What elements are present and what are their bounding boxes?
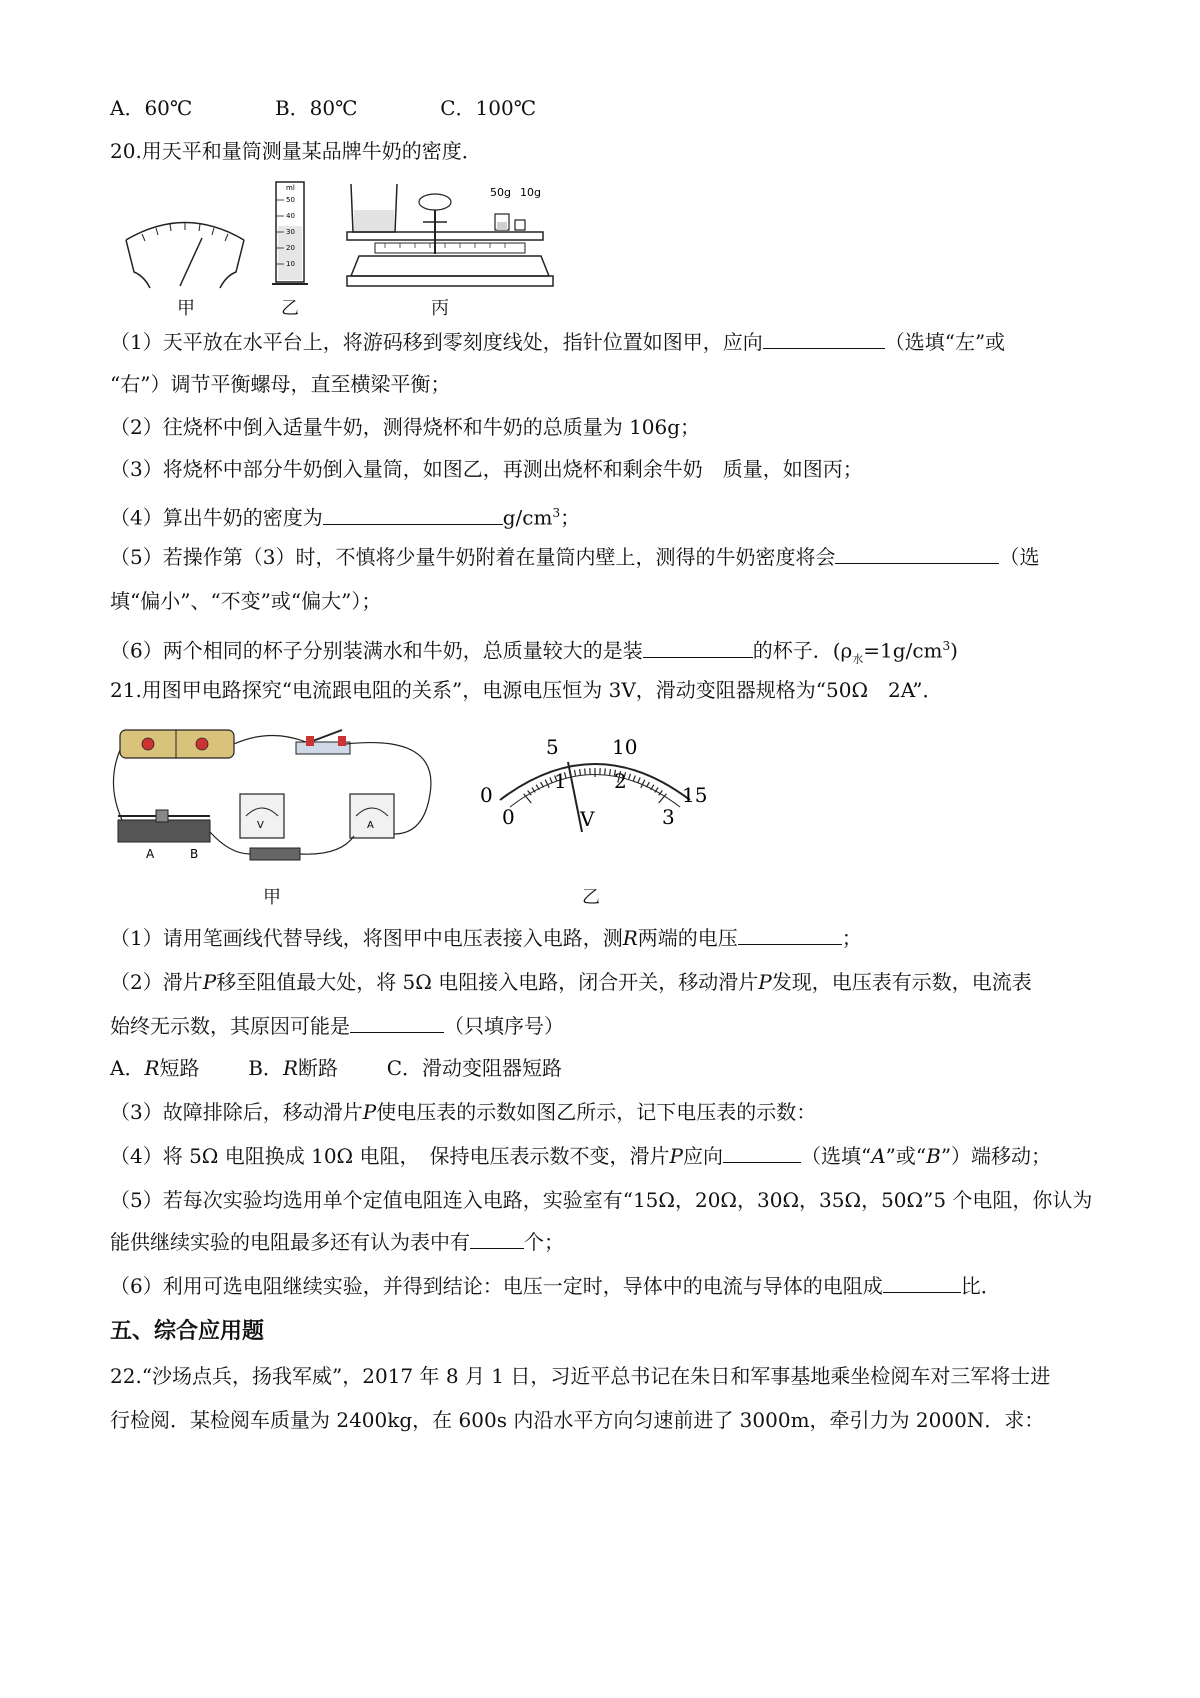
q21-part1: （1）请用笔画线代替导线，将图甲中电压表接入电路，测R两端的电压 ； bbox=[110, 926, 862, 950]
q20-part2: （2）往烧杯中倒入适量牛奶，测得烧杯和牛奶的总质量为 106g； bbox=[110, 415, 701, 439]
fig-label-bing: 丙 bbox=[431, 298, 449, 319]
voltmeter-dial bbox=[470, 730, 720, 850]
q19-options bbox=[110, 94, 536, 122]
dial-tick bbox=[638, 777, 640, 782]
q20-stem: 20.用天平和量筒测量某品牌牛奶的密度． bbox=[110, 139, 482, 163]
q21-part5-line2: 能供继续实验的电阻最多还有认为表中有 个； bbox=[110, 1230, 564, 1254]
answer-blank[interactable] bbox=[835, 543, 999, 564]
cylinder-tick-10: 10 bbox=[286, 260, 295, 268]
answer-blank[interactable] bbox=[323, 504, 503, 525]
q20-part1-line2: “右”）调节平衡螺母，直至横梁平衡； bbox=[110, 372, 451, 396]
dial-bottom-1: 1 bbox=[554, 769, 567, 793]
cylinder-tick-20: 20 bbox=[286, 244, 295, 252]
cylinder-tick-40: 40 bbox=[286, 212, 295, 220]
answer-blank[interactable] bbox=[470, 1228, 524, 1249]
q20-part4: （4）算出牛奶的密度为 $g/cm^3$； bbox=[110, 505, 581, 530]
q21-part6: （6）利用可选电阻继续实验，并得到结论：电压一定时，导体中的电流与导体的电阻成 比． bbox=[110, 1274, 1001, 1298]
q21-part5-line1: （5）若每次实验均选用单个定值电阻连入电路，实验室有“15Ω，20Ω，30Ω，35Ω，50Ω”5 个电阻，你认为 bbox=[110, 1188, 1093, 1212]
cylinder-tick-30: 30 bbox=[286, 228, 295, 236]
dial-tick bbox=[580, 769, 581, 775]
q19-option-c: C．100℃ bbox=[440, 96, 537, 120]
q22-line1: 22.“沙场点兵，扬我军威”，2017 年 8 月 1 日，习近平总书记在朱日和军事基地乘坐检阅车对三军将士进 bbox=[110, 1364, 1051, 1388]
voltmeter-label: V bbox=[257, 820, 264, 831]
fig-label-yi-21: 乙 bbox=[582, 887, 600, 908]
dial-top-15: 15 bbox=[682, 783, 708, 807]
weight-label-10g: 10g bbox=[520, 186, 541, 199]
dial-top-0: 0 bbox=[480, 783, 493, 807]
fig-label-jia: 甲 bbox=[177, 298, 195, 319]
ammeter-label: A bbox=[367, 820, 374, 831]
q22-line2: 行检阅．某检阅车质量为 2400kg，在 600s 内沿水平方向匀速前进了 3000m，牵引力为 2000N．求： bbox=[110, 1408, 1045, 1432]
dial-top-10: 10 bbox=[612, 735, 638, 759]
answer-blank[interactable] bbox=[723, 1142, 801, 1163]
dial-tick bbox=[610, 769, 611, 775]
balance-pointer-dial bbox=[120, 210, 250, 290]
q19-option-a: A．60℃ bbox=[110, 96, 193, 120]
dial-bottom-3: 3 bbox=[662, 805, 675, 829]
dial-tick bbox=[633, 776, 635, 782]
dial-tick bbox=[550, 777, 552, 782]
cylinder-unit: ml bbox=[286, 184, 295, 192]
q21-stem: 21.用图甲电路探究“电流跟电阻的关系”，电源电压恒为 3V，滑动变阻器规格为“50Ω 2A”． bbox=[110, 678, 943, 702]
answer-blank[interactable] bbox=[738, 924, 842, 945]
circuit-diagram bbox=[110, 724, 450, 874]
q20-part5-line1: （5）若操作第（3）时，不慎将少量牛奶附着在量筒内壁上，测得的牛奶密度将会 （选 bbox=[110, 545, 1040, 569]
dial-tick bbox=[605, 768, 606, 774]
dial-bottom-2: 2 bbox=[614, 769, 627, 793]
dial-unit-v: V bbox=[580, 807, 595, 831]
weight-label-50g: 50g bbox=[490, 186, 511, 199]
q20-part3: （3）将烧杯中部分牛奶倒入量筒，如图乙，再测出烧杯和剩余牛奶 质量，如图丙； bbox=[110, 457, 863, 481]
rheostat-terminal-a: A bbox=[146, 847, 155, 861]
q21-part4: （4）将 5Ω 电阻换成 10Ω 电阻， 保持电压表示数不变，滑片P应向 （选填“A”或“B”）端移动； bbox=[110, 1144, 1052, 1168]
rheostat-terminal-b: B bbox=[190, 847, 199, 861]
dial-tick bbox=[629, 774, 631, 780]
dial-top-5: 5 bbox=[546, 735, 559, 759]
fig-label-yi: 乙 bbox=[281, 298, 299, 319]
q21-part2-line1: （2）滑片P移至阻值最大处，将 5Ω 电阻接入电路，闭合开关，移动滑片P发现，电压表有示数，电流表 bbox=[110, 970, 1032, 994]
dial-bottom-0: 0 bbox=[502, 805, 515, 829]
q19-option-b: B．80℃ bbox=[274, 96, 358, 120]
q20-part5-line2: 填“偏小”、“不变”或“偏大”）； bbox=[110, 589, 382, 613]
fig-label-jia-21: 甲 bbox=[263, 887, 281, 908]
answer-blank[interactable] bbox=[763, 328, 885, 349]
q21-part3: （3）故障排除后，移动滑片P使电压表的示数如图乙所示，记下电压表的示数： bbox=[110, 1100, 817, 1124]
q21-part2-line2: 始终无示数，其原因可能是 （只填序号） bbox=[110, 1014, 564, 1038]
q20-part1-line1: （1）天平放在水平台上，将游码移到零刻度线处，指针位置如图甲，应向 （选填“左”或 bbox=[110, 330, 1006, 354]
cylinder-tick-50: 50 bbox=[286, 196, 295, 204]
balance-scale bbox=[345, 180, 555, 292]
answer-blank[interactable] bbox=[883, 1272, 961, 1293]
dial-tick bbox=[585, 768, 586, 774]
q20-part6: （6）两个相同的杯子分别装满水和牛奶，总质量较大的是装 的杯子．$(\rho_水=1g/cm^3)$ bbox=[110, 638, 958, 666]
q21-part2-options: A．R短路 B．R断路 C．滑动变阻器短路 bbox=[110, 1056, 563, 1080]
answer-blank[interactable] bbox=[350, 1012, 444, 1033]
graduated-cylinder bbox=[270, 180, 310, 290]
section-heading: 五、综合应用题 bbox=[110, 1319, 265, 1344]
dial-tick bbox=[574, 770, 575, 776]
answer-blank[interactable] bbox=[643, 637, 753, 658]
